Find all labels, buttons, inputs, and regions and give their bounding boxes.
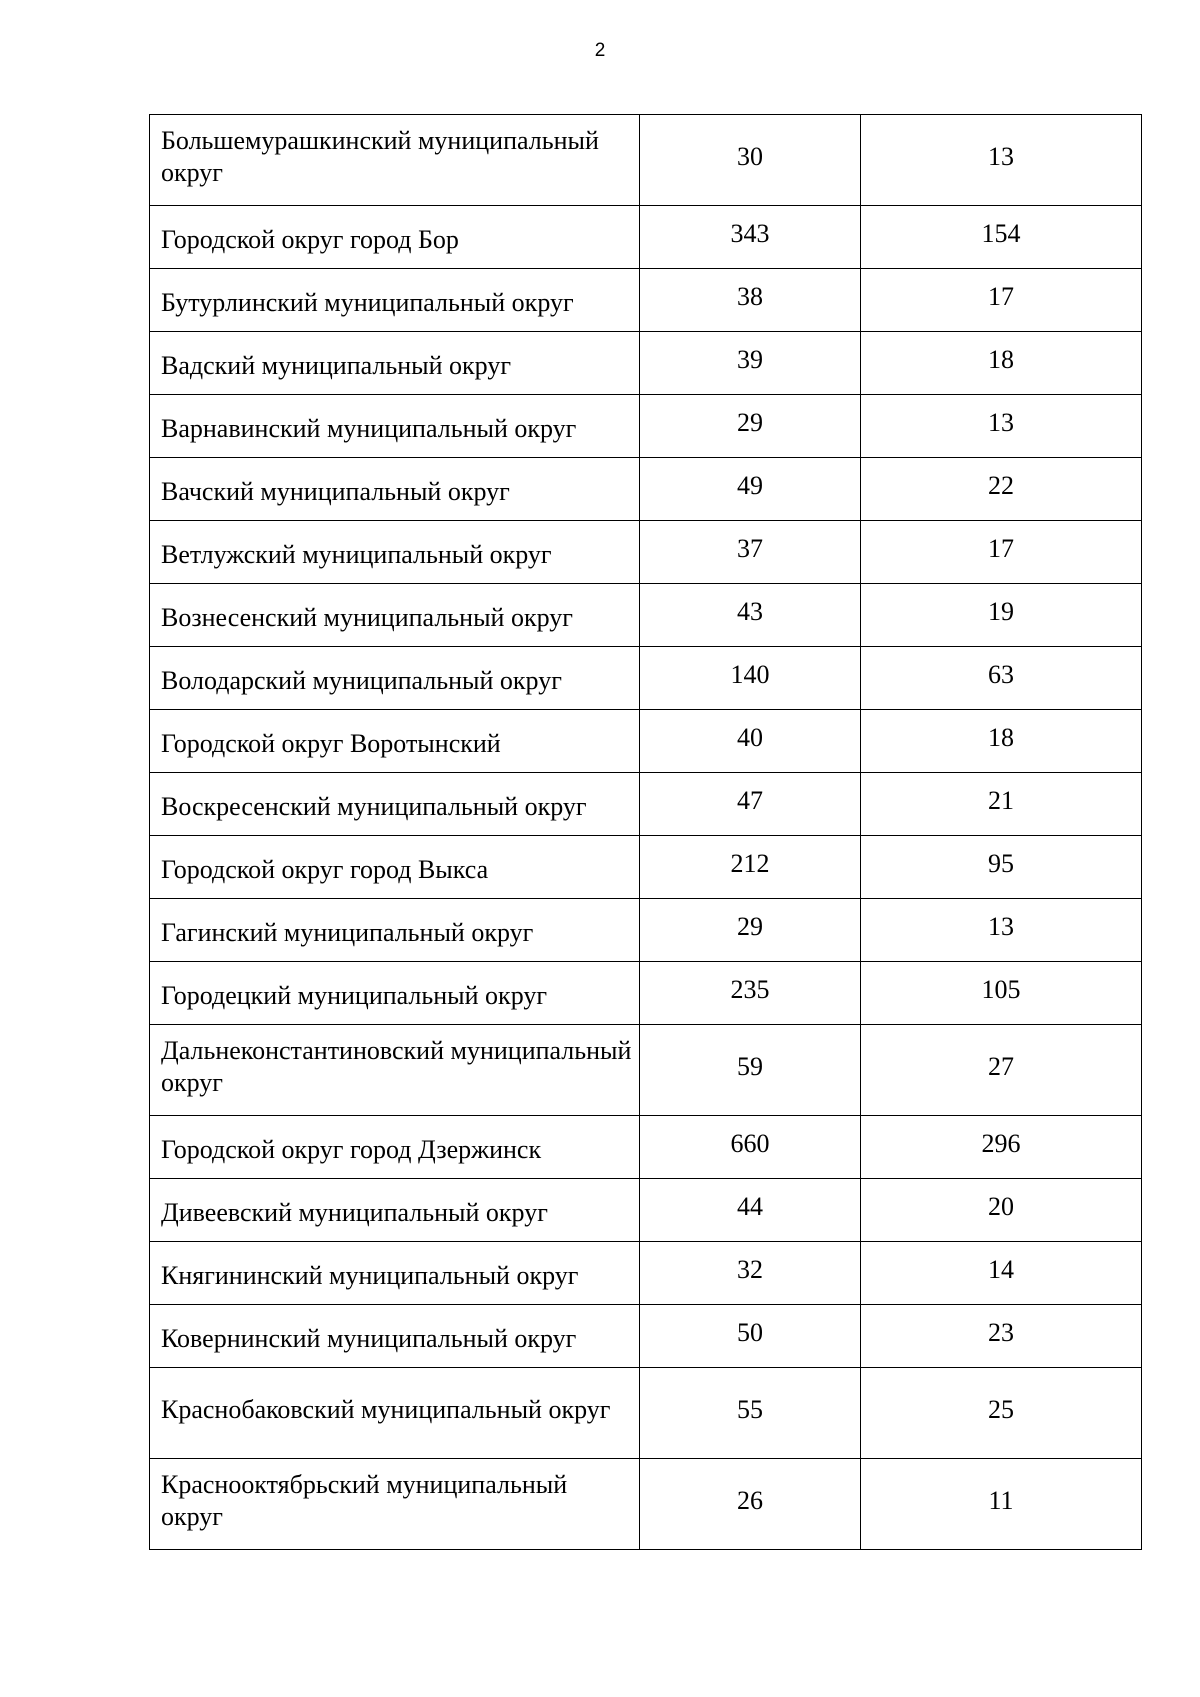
value-cell-1: 55 [640, 1368, 861, 1459]
district-name-cell: Городской округ Воротынский [150, 710, 640, 773]
value-cell-1: 37 [640, 521, 861, 584]
district-name-cell: Вадский муниципальный округ [150, 332, 640, 395]
value-cell-1: 40 [640, 710, 861, 773]
value-cell-1: 59 [640, 1025, 861, 1116]
value-cell-1: 140 [640, 647, 861, 710]
value-cell-2: 105 [861, 962, 1142, 1025]
table-row [150, 584, 1142, 647]
table-row [150, 1179, 1142, 1242]
district-name-cell: Большемурашкинский муниципальный округ [150, 115, 640, 206]
value-cell-2: 25 [861, 1368, 1142, 1459]
page-number: 2 [594, 40, 606, 61]
value-cell-2: 63 [861, 647, 1142, 710]
district-name-cell: Княгининский муниципальный округ [150, 1242, 640, 1305]
value-cell-1: 212 [640, 836, 861, 899]
value-cell-2: 22 [861, 458, 1142, 521]
table-row [150, 115, 1142, 206]
value-cell-1: 44 [640, 1179, 861, 1242]
value-cell-2: 13 [861, 899, 1142, 962]
district-name-cell: Ковернинский муниципальный округ [150, 1305, 640, 1368]
table-row [150, 710, 1142, 773]
value-cell-1: 26 [640, 1459, 861, 1550]
value-cell-2: 13 [861, 115, 1142, 206]
value-cell-1: 32 [640, 1242, 861, 1305]
value-cell-2: 95 [861, 836, 1142, 899]
value-cell-1: 29 [640, 395, 861, 458]
value-cell-2: 154 [861, 206, 1142, 269]
table-row [150, 1305, 1142, 1368]
value-cell-2: 18 [861, 710, 1142, 773]
value-cell-1: 343 [640, 206, 861, 269]
value-cell-1: 235 [640, 962, 861, 1025]
district-name-cell: Краснобаковский муниципальный округ [150, 1368, 640, 1459]
table-row [150, 395, 1142, 458]
table-row [150, 962, 1142, 1025]
value-cell-1: 39 [640, 332, 861, 395]
value-cell-1: 49 [640, 458, 861, 521]
district-name-cell: Вознесенский муниципальный округ [150, 584, 640, 647]
value-cell-1: 38 [640, 269, 861, 332]
district-name-cell: Городецкий муниципальный округ [150, 962, 640, 1025]
district-name-cell: Краснооктябрьский муниципальный округ [150, 1459, 640, 1550]
value-cell-1: 660 [640, 1116, 861, 1179]
district-name-cell: Вачский муниципальный округ [150, 458, 640, 521]
table-row [150, 647, 1142, 710]
district-name-cell: Городской округ город Дзержинск [150, 1116, 640, 1179]
value-cell-1: 29 [640, 899, 861, 962]
table-row [150, 269, 1142, 332]
table-row [150, 1116, 1142, 1179]
district-name-cell: Городской округ город Бор [150, 206, 640, 269]
value-cell-2: 19 [861, 584, 1142, 647]
district-table [149, 114, 1142, 1550]
district-name-cell: Гагинский муниципальный округ [150, 899, 640, 962]
table-row [150, 1459, 1142, 1550]
table-body [150, 115, 1142, 1550]
value-cell-2: 18 [861, 332, 1142, 395]
value-cell-1: 43 [640, 584, 861, 647]
value-cell-1: 30 [640, 115, 861, 206]
table-row [150, 836, 1142, 899]
table-row [150, 332, 1142, 395]
table-row [150, 206, 1142, 269]
district-name-cell: Володарский муниципальный округ [150, 647, 640, 710]
table-row [150, 899, 1142, 962]
table-row [150, 1025, 1142, 1116]
value-cell-2: 11 [861, 1459, 1142, 1550]
value-cell-1: 47 [640, 773, 861, 836]
table-row [150, 1242, 1142, 1305]
value-cell-1: 50 [640, 1305, 861, 1368]
district-name-cell: Ветлужский муниципальный округ [150, 521, 640, 584]
district-name-cell: Бутурлинский муниципальный округ [150, 269, 640, 332]
district-name-cell: Варнавинский муниципальный округ [150, 395, 640, 458]
value-cell-2: 17 [861, 521, 1142, 584]
district-name-cell: Дальнеконстантиновский муниципальный округ [150, 1025, 640, 1116]
table-row [150, 521, 1142, 584]
value-cell-2: 23 [861, 1305, 1142, 1368]
district-name-cell: Воскресенский муниципальный округ [150, 773, 640, 836]
value-cell-2: 17 [861, 269, 1142, 332]
table-row [150, 1368, 1142, 1459]
value-cell-2: 14 [861, 1242, 1142, 1305]
district-name-cell: Дивеевский муниципальный округ [150, 1179, 640, 1242]
district-name-cell: Городской округ город Выкса [150, 836, 640, 899]
table-row [150, 458, 1142, 521]
value-cell-2: 27 [861, 1025, 1142, 1116]
value-cell-2: 21 [861, 773, 1142, 836]
table-row [150, 773, 1142, 836]
value-cell-2: 13 [861, 395, 1142, 458]
value-cell-2: 296 [861, 1116, 1142, 1179]
value-cell-2: 20 [861, 1179, 1142, 1242]
